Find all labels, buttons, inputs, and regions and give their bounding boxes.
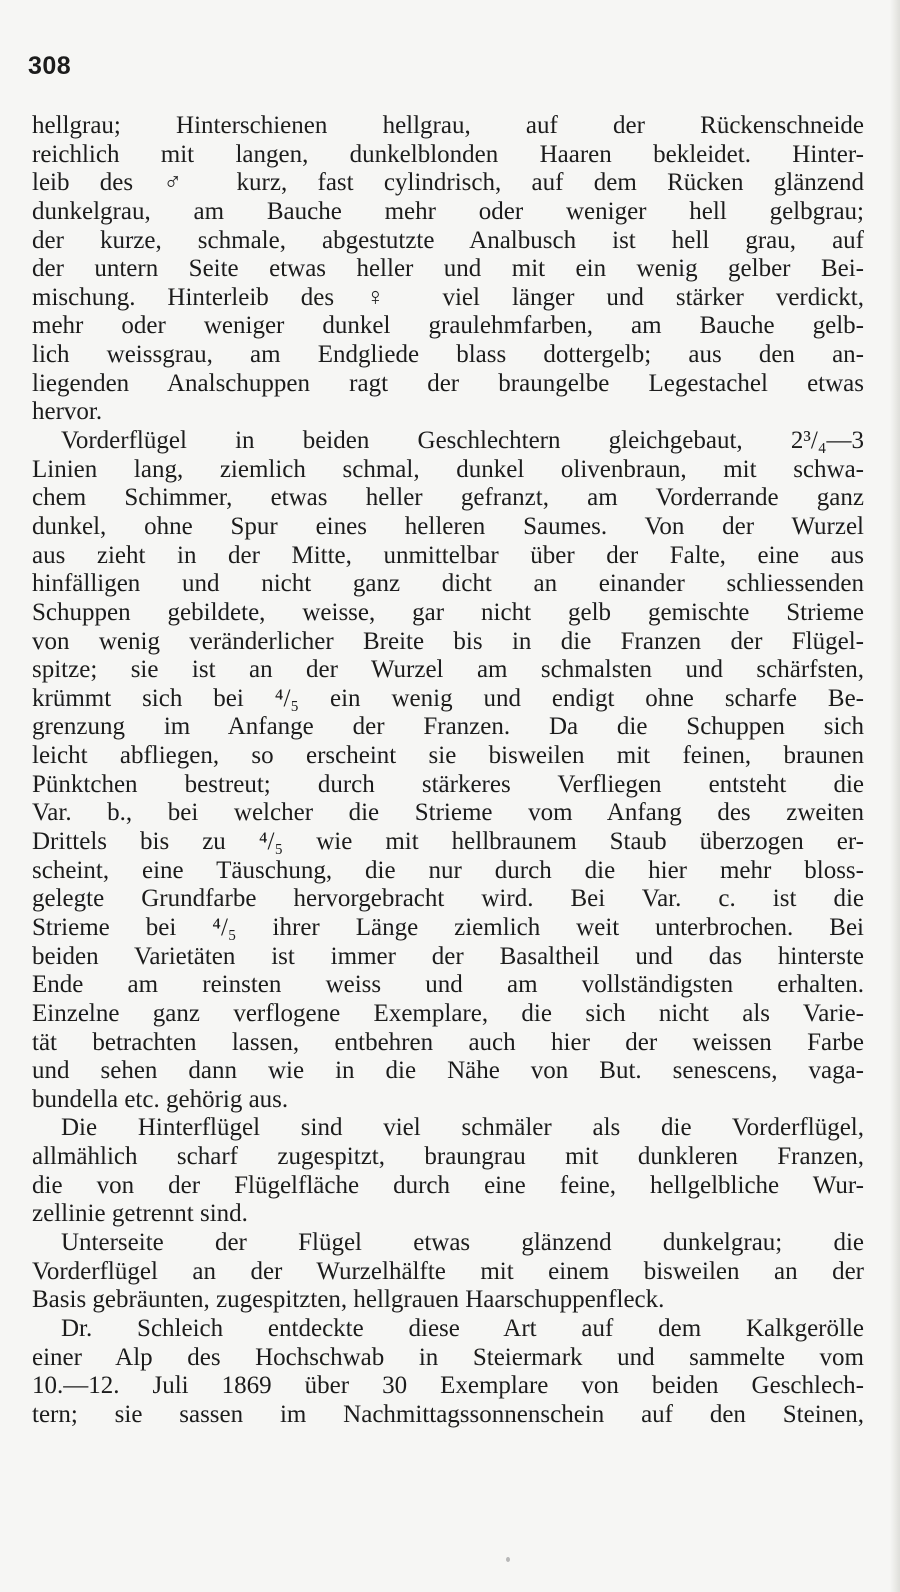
text-line: Var. b., bei welcher die Strieme vom Anfang des zweiten — [32, 799, 864, 827]
page-edge-shadow — [890, 0, 900, 1592]
text-line: gelegte Grundfarbe hervorgebracht wird. Bei Var. c. ist die — [32, 885, 864, 913]
text-line: mischung. Hinterleib des ♀ viel länger und stärker verdickt, — [32, 283, 864, 311]
text-line: spitze; sie ist an der Wurzel am schmalsten und schärfsten, — [32, 656, 864, 684]
text-line: Unterseite der Flügel etwas glänzend dunkelgrau; die — [61, 1228, 864, 1256]
text-line: Schuppen gebildete, weisse, gar nicht gelb gemischte Strieme — [32, 598, 864, 626]
body-text — [32, 112, 864, 1429]
text-line: Basis gebräunten, zugespitzten, hellgrauen Haarschuppenfleck. — [32, 1286, 665, 1314]
text-line: dunkel, ohne Spur eines helleren Saumes. Von der Wurzel — [32, 512, 864, 540]
text-line: grenzung im Anfange der Franzen. Da die Schuppen sich — [32, 713, 864, 741]
text-line: Ende am reinsten weiss und am vollständigsten erhalten. — [32, 971, 864, 999]
text-line: reichlich mit langen, dunkelblonden Haaren bekleidet. Hinter- — [32, 140, 864, 168]
text-line: 10.—12. Juli 1869 über 30 Exemplare von beiden Geschlech- — [32, 1372, 864, 1400]
text-line: Linien lang, ziemlich schmal, dunkel olivenbraun, mit schwa- — [32, 455, 864, 483]
text-line: lich weissgrau, am Endgliede blass dottergelb; aus den an- — [32, 341, 864, 369]
text-line: Einzelne ganz verflogene Exemplare, die sich nicht als Varie- — [32, 999, 864, 1027]
text-line: Die Hinterflügel sind viel schmäler als die Vorderflügel, — [61, 1114, 864, 1142]
paper-speck — [506, 1557, 510, 1562]
text-line: der kurze, schmale, abgestutzte Analbusch ist hell grau, auf — [32, 226, 864, 254]
text-line: scheint, eine Täuschung, die nur durch die hier mehr bloss- — [32, 856, 864, 884]
text-line: Strieme bei ⁴/₅ ihrer Länge ziemlich weit unterbrochen. Bei — [32, 913, 864, 941]
text-line: aus zieht in der Mitte, unmittelbar über der Falte, eine aus — [32, 541, 864, 569]
text-line: beiden Varietäten ist immer der Basaltheil und das hinterste — [32, 942, 864, 970]
text-line: der untern Seite etwas heller und mit ein wenig gelber Bei- — [32, 255, 864, 283]
text-line: krümmt sich bei ⁴/₅ ein wenig und endigt ohne scharfe Be- — [32, 684, 864, 712]
text-line: einer Alp des Hochschwab in Steiermark und sammelte vom — [32, 1343, 864, 1371]
text-line: allmählich scharf zugespitzt, braungrau mit dunkleren Franzen, — [32, 1143, 864, 1171]
text-line: Vorderflügel in beiden Geschlechtern gleichgebaut, 2³/₄—3 — [61, 427, 864, 455]
text-line: leicht abfliegen, so erscheint sie bisweilen mit feinen, braunen — [32, 742, 864, 770]
text-line: bundella etc. gehörig aus. — [32, 1085, 289, 1113]
text-line: liegenden Analschuppen ragt der braungelbe Legestachel etwas — [32, 369, 864, 397]
text-line: chem Schimmer, etwas heller gefranzt, am Vorderrande ganz — [32, 484, 864, 512]
text-line: Drittels bis zu ⁴/₅ wie mit hellbraunem Staub überzogen er- — [32, 828, 864, 856]
text-line: Vorderflügel an der Wurzelhälfte mit einem bisweilen an der — [32, 1257, 864, 1285]
text-line: von wenig veränderlicher Breite bis in die Franzen der Flügel- — [32, 627, 864, 655]
text-line: tät betrachten lassen, entbehren auch hier der weissen Farbe — [32, 1028, 864, 1056]
text-line: hervor. — [32, 398, 103, 426]
text-line: tern; sie sassen im Nachmittagssonnenschein auf den Steinen, — [32, 1400, 864, 1428]
text-line: Dr. Schleich entdeckte diese Art auf dem Kalkgerölle — [61, 1314, 864, 1342]
text-line: die von der Flügelfläche durch eine feine, hellgelbliche Wur- — [32, 1171, 864, 1199]
text-line: und sehen dann wie in die Nähe von But. senescens, vaga- — [32, 1057, 864, 1085]
page-number: 308 — [28, 52, 72, 80]
text-line: mehr oder weniger dunkel graulehmfarben, am Bauche gelb- — [32, 312, 864, 340]
text-line: leib des ♂ kurz, fast cylindrisch, auf dem Rücken glänzend — [32, 169, 864, 197]
text-line: hinfälligen und nicht ganz dicht an einander schliessenden — [32, 570, 864, 598]
text-line: dunkelgrau, am Bauche mehr oder weniger hell gelbgrau; — [32, 197, 864, 225]
text-line: zellinie getrennt sind. — [32, 1200, 248, 1228]
text-line: hellgrau; Hinterschienen hellgrau, auf der Rückenschneide — [32, 112, 864, 139]
text-line: Pünktchen bestreut; durch stärkeres Verfliegen entsteht die — [32, 770, 864, 798]
